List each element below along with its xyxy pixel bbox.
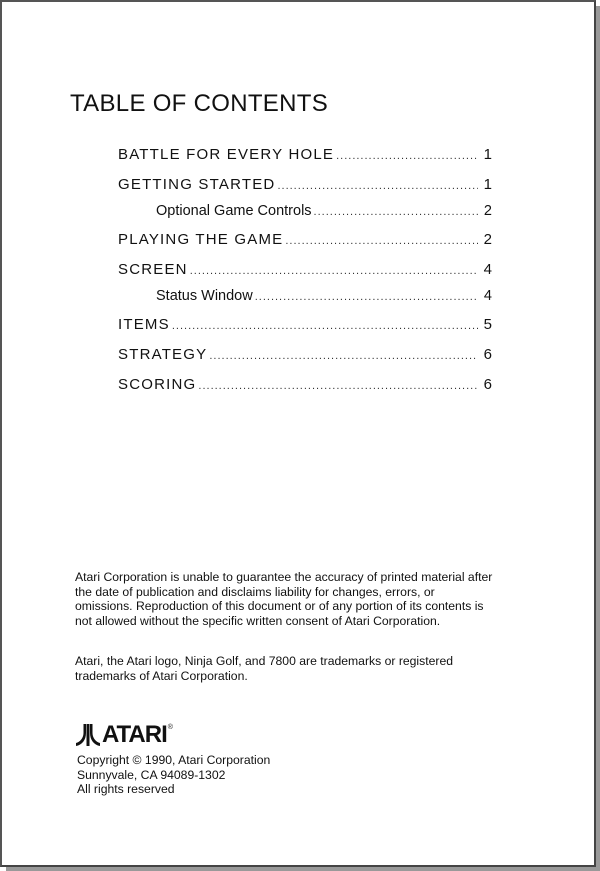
toc-entry-label: SCREEN xyxy=(118,261,188,278)
toc-leader-dots xyxy=(172,320,478,332)
toc-entry-page: 2 xyxy=(483,203,492,219)
toc-entry-label: Optional Game Controls xyxy=(156,203,312,219)
disclaimer-text: Atari Corporation is unable to guarantee the accuracy of printed material after the date of publication and disclaims liability for changes, errors, or omissions. Reproduction of this document or of any portion of its contents is not allowed without the specific written consent of Atari Corporation. xyxy=(75,570,493,628)
toc-entry-page: 6 xyxy=(483,346,492,363)
toc-entry-page: 6 xyxy=(483,376,492,393)
toc-entry-label: SCORING xyxy=(118,376,197,393)
toc-entry-page: 4 xyxy=(483,288,492,304)
toc-leader-dots xyxy=(314,206,478,218)
toc-entry-status-window xyxy=(118,288,492,316)
toc-entry-page: 2 xyxy=(483,231,492,248)
copyright-line: Copyright © 1990, Atari Corporation xyxy=(77,753,271,767)
address-line: Sunnyvale, CA 94089-1302 xyxy=(77,767,226,782)
toc-entry-label: Status Window xyxy=(156,288,253,304)
toc-leader-dots xyxy=(277,180,478,192)
toc-entry-page: 1 xyxy=(483,176,492,193)
atari-fuji-icon xyxy=(76,724,100,746)
toc-entry-playing xyxy=(118,231,492,261)
toc-entry-label: STRATEGY xyxy=(118,346,208,363)
toc-entry-strategy xyxy=(118,346,492,376)
toc-leader-dots xyxy=(336,150,478,162)
toc-entry-label: ITEMS xyxy=(118,316,170,333)
toc-entry-label: BATTLE FOR EVERY HOLE xyxy=(118,146,335,163)
toc-leader-dots xyxy=(198,380,478,392)
atari-logo-text: ATARI xyxy=(102,721,167,748)
toc-entry-scoring xyxy=(118,376,492,406)
toc-leader-dots xyxy=(285,235,478,247)
atari-logo xyxy=(76,721,173,748)
page-title: TABLE OF CONTENTS xyxy=(70,90,329,117)
toc-entry-page: 1 xyxy=(483,146,492,163)
registered-mark: ® xyxy=(167,724,173,731)
toc-entry-label: PLAYING THE GAME xyxy=(118,231,284,248)
toc-entry-getting-started xyxy=(118,176,492,206)
toc-entry-screen xyxy=(118,261,492,291)
trademark-notice: Atari, the Atari logo, Ninja Golf, and 7800 are trademarks or registered trademarks of Atari Corporation. xyxy=(75,654,454,683)
toc-entry-optional-controls xyxy=(118,203,492,231)
toc-entry-label: GETTING STARTED xyxy=(118,176,276,193)
toc-leader-dots xyxy=(255,291,478,303)
rights-line: All rights reserved xyxy=(77,782,175,796)
toc-entry-battle xyxy=(118,146,492,176)
toc-entry-items xyxy=(118,316,492,346)
toc-leader-dots xyxy=(209,350,478,362)
toc-entry-page: 5 xyxy=(483,316,492,333)
toc-leader-dots xyxy=(190,265,478,277)
table-of-contents xyxy=(118,146,492,406)
toc-entry-page: 4 xyxy=(483,261,492,278)
copyright-block xyxy=(77,753,270,797)
